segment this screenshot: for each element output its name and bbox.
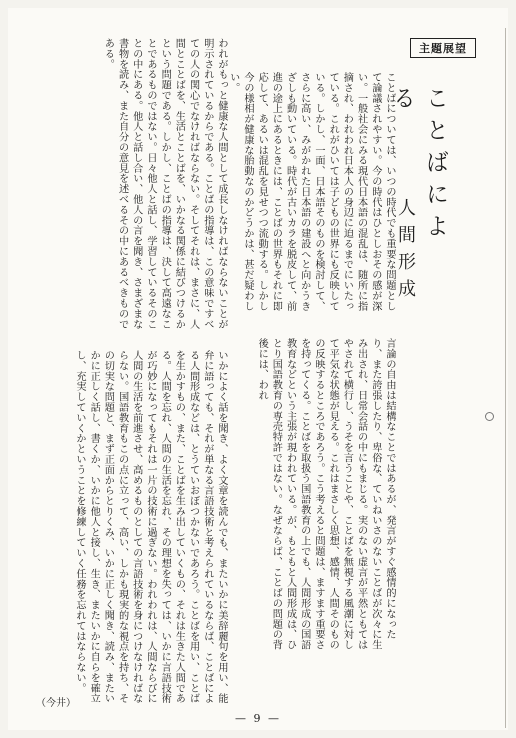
- body-column-right-bottom: 言論の自由は結構なことではあるが、発言がすぐ感情的になったり、また誇張したり、卑俗な、ていねいさのないことばが次々に生み出され、日常会話の中にもまじる。実のない虚言が平然ともてはやされて横行し、うそを言うことや、ことばを無視する風潮に対して平気な状態が見える。これはまさしく思想、感情、人間そのものの反映するところであろう。こう考えると問題は、ますます重要さを持ってくる。ことばを取扱う国語教育の上でも、人間形成の国語教育などという主張が現われている。が、もともと人間形成は、ひとり国語教育の専売特許ではない。なぜならば、ことばの問題の背後には、われ: [256, 338, 395, 650]
- page: [8, 8, 508, 730]
- article-title: ことばによる: [389, 86, 448, 246]
- gutter-divider: [505, 28, 506, 728]
- author-credit: （今井）: [36, 698, 76, 709]
- body-column-left-top: われがもっと健康な人間として成長しなければならないことが明示されているからである。ことばの指導は、この意味ですべての人の関心でなければならない。そしてそれは、まさに、人間とことばを、生活とことばを、いかなる関係に結びつけるかという問題である。しかし、ことばの指導は、決して高遠なことであるものではない。日々他人と話し、学習しているそのことの中にある。他人と話し合い、他人の言を聞き、さまざまな書物を読み、また自分の意見を述べるその中にあるべきものである。: [102, 38, 227, 330]
- article-subtitle: 人間形成: [395, 198, 416, 306]
- binding-hole-icon: [485, 412, 494, 421]
- page-number: — 9 —: [235, 712, 281, 725]
- body-column-left-bottom: いかによく話を聞き、よく文章を読んでも、またいかに美辞麗句を用い、能弁に語っても、それが単なる言語技術と考えられているならば、ことばによる人間形成などは、とうていおぼつかないであろう。ことばを用い、ことばを生かすもの、また、ことばを生み出していくもの、それは生きた人間である。人間を忘れ、人間の生活を忘れ、その理想を失っては、いかに言語技術が巧妙になってもそれは一片の技術に過ぎない。われわれは、人間ならびに人間の生活を前進させ、高めるものとしての言語技術を身につけなければならない。国語教育もこの点に立って、高い、しかも現実的な視点を持ち、その切実な問題と、まず正面からとりくみ、いかに正しく聞き、読み、またいかに正しく話し、書くか、いかに他人と接し、生き、またいかに自らを確立し、充実していくかということを修練していく任務を忘れてはならない。: [73, 350, 227, 704]
- body-column-right-top: ことばについては、いつの時代でも重要な問題として論議されやすい。今の時代はひとしおその感が深い。一般社会にみる現代日本語の混乱は、随所に指摘され、われわれ日本人の身辺に迫るまでにいたっている。これがひいては子どもの世界にも反映している。しかし、一面、日本語そのものを検討して、さらに高い、みがかれた日本語の建設へと向かうきざしも動いている。時代が古いカラを脱皮して、前進の途上にあるときには、ことばの世界もそれに即応して、あるいは混乱を見せつつ流動する。しかし今の様相が健康な胎動なのかどうかは、甚だ疑わしい。: [227, 72, 395, 312]
- section-label: 主題展望: [410, 38, 476, 58]
